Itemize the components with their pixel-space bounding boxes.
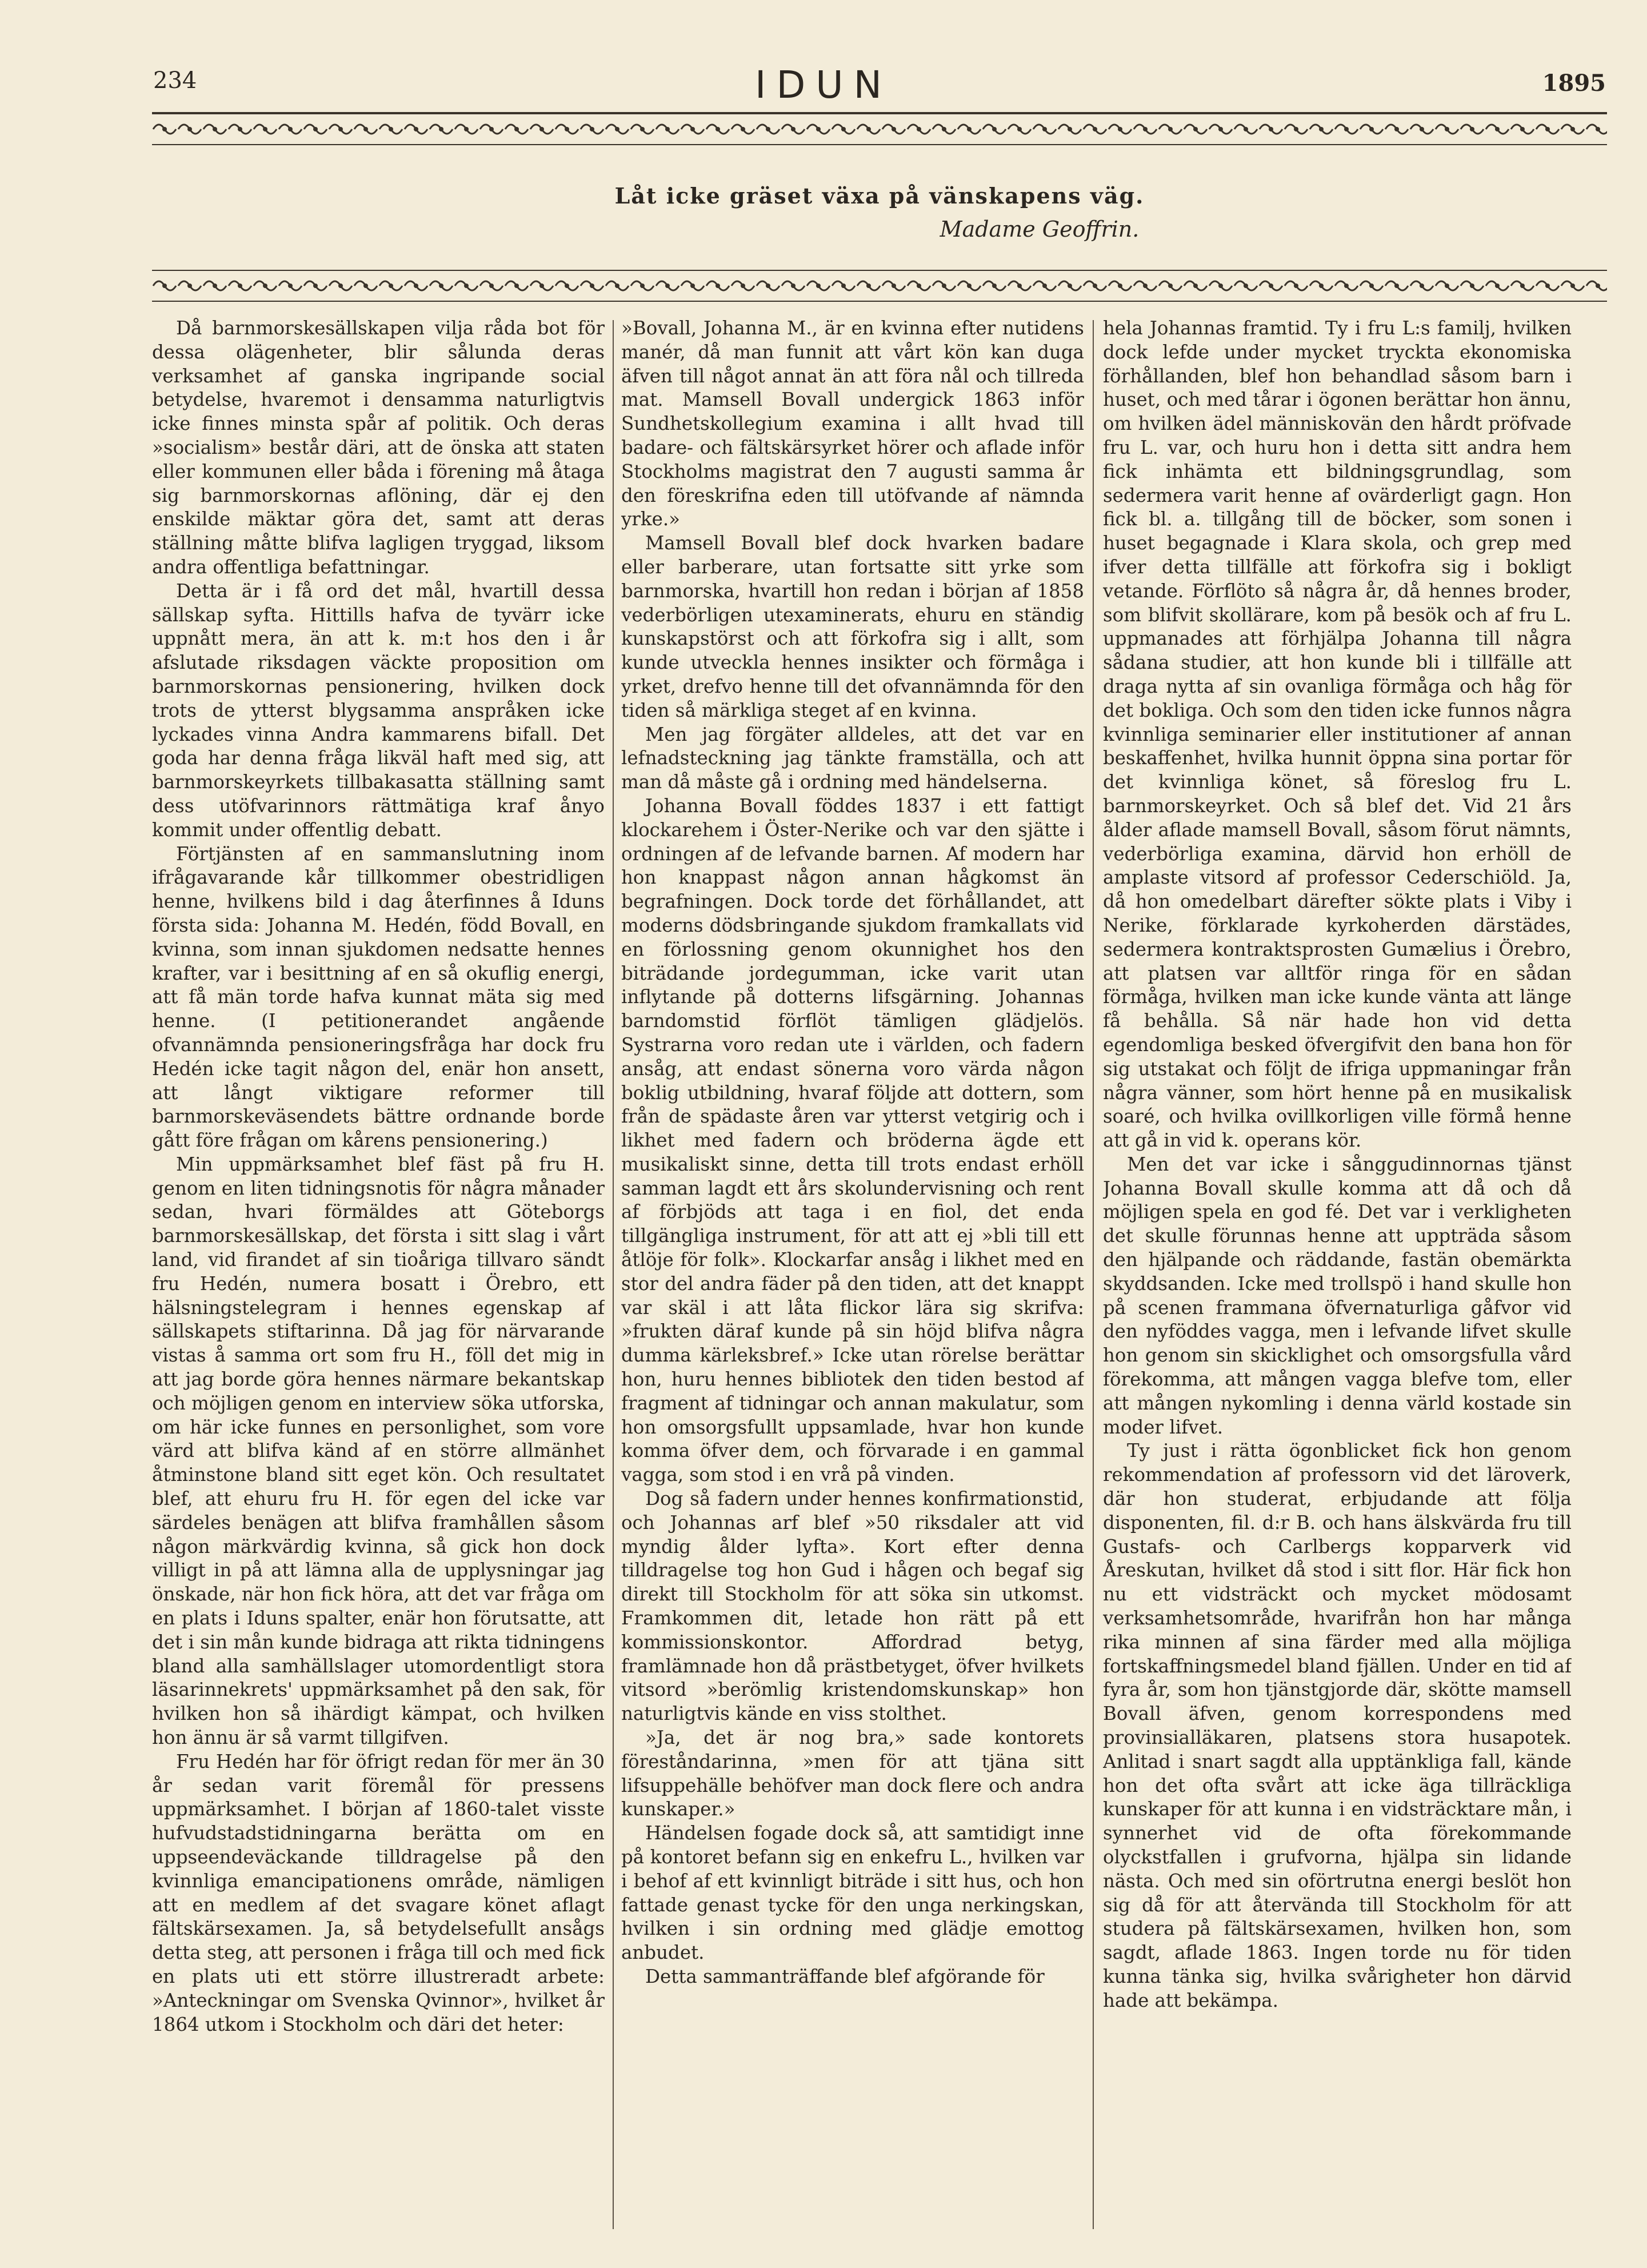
- ornament-rule-top-2: [152, 270, 1607, 271]
- motto-text: Låt icke gräset växa på vänskapens väg.: [614, 183, 1145, 209]
- paragraph: Förtjänsten af en sammanslutning inom ifrågavarande kår tillkommer obestridligen henne, hvilkens bild i dag återfinnes å Iduns första sida: Johanna M. Hedén, född Bovall, en kvinna, som innan sjukdomen nedsatte hennes krafter, var i besittning af en så okuflig energi, att få män torde hafva kunnat mäta sig med henne. (I petitionerandet angående ofvannämnda pensioneringsfråga har dock fru Hedén icke tagit någon del, enär hon ansett, att långt viktigare reformer till barnmorskeväsendets bättre ordnande borde gått före frågan om kårens pensionering.): [152, 842, 605, 1152]
- publication-year: 1895: [1542, 70, 1606, 97]
- paragraph: Dog så fadern under hennes konfirmationstid, och Johannas arf blef »50 riksdaler att vid myndig ålder lyfta». Kort efter denna tilldragelse tog hon Gud i hågen och begaf sig direkt till Stockholm för att söka sin utkomst. Framkommen dit, letade hon rätt på ett kommissionskontor. Affordrad betyg, framlämnade hon då prästbetyget, öfver hvilkets vitsord »berömlig kristendomskunskap» hon naturligtvis kände en viss stolthet.: [621, 1488, 1084, 1725]
- ornament-rule-bottom-2: [152, 301, 1607, 302]
- paragraph: Detta är i få ord det mål, hvartill dessa sällskap syfta. Hittills hafva de tyvärr icke uppnått mera, än att k. m:t hos den i år afslutade riksdagen väckte proposition om barnmorskornas pensionering, hvilken dock trots de ytterst blygsamma anspråken icke lyckades vinna Andra kammarens bifall. Det goda har denna fråga likväl haft med sig, att barnmorskeyrkets tillbakasatta ställning samt dess utöfvarinnors rättmätiga kraf ånyo kommit under offentlig debatt.: [152, 580, 605, 841]
- paragraph: Ty just i rätta ögonblicket fick hon genom rekommendation af professorn vid det läroverk, där hon studerat, erbjudande att följa disponenten, fil. d:r B. och hans älskvärda fru till Gustafs- och Carlbergs kopparverk vid Åreskutan, hvilket då stod i sitt flor. Här fick hon nu ett vidsträckt och mycket mödosamt verksamhetsområde, hvarifrån hon har många rika minnen af sina färder med alla möjliga fortskaffningsmedel bland fjällen. Under en tid af fyra år, som hon tjänstgjorde där, skötte mamsell Bovall äfven, genom korrespondens med provinsialläkaren, platsens stora husapotek. Anlitad i snart sagdt alla upptänkliga fall, kände hon det ofta svårt att icke äga tillräckliga kunskaper för att kunna i en vidsträcktare mån, i synnerhet vid de ofta förekommande olyckstfallen i grufvorna, hjälpa sin lidande nästa. Och med sin oförtrutna energi beslöt hon sig då för att återvända till Stockholm för att studera på fältskärsexamen, hvilken hon, som sagdt, aflade 1863. Ingen torde nu för tiden kunna tänka sig, hvilka svårigheter hon därvid hade att bekämpa.: [1103, 1440, 1572, 2011]
- header-rule: [152, 112, 1607, 114]
- article-column-2: [621, 317, 1084, 2231]
- paragraph: Men jag förgäter alldeles, att det var en lefnadsteckning jag tänkte framställa, och att man då måste gå i ordning med händelserna.: [621, 723, 1084, 793]
- article-column-3: [1103, 317, 1572, 2231]
- masthead-title: IDUN: [755, 63, 892, 107]
- paragraph: Då barnmorskesällskapen vilja råda bot för dessa olägenheter, blir sålunda deras verksamhet af ganska ingripande social betydelse, hvaremot i densamma naturligtvis icke finnes minsta spår af politik. Och deras »socialism» består däri, att de önska att staten eller kommunen eller båda i förening må åtaga sig barnmorskornas aflöning, där ej den enskilde mäktar göra det, samt att deras ställning måtte blifva lagligen tryggad, liksom andra offentliga befattningar.: [152, 317, 605, 578]
- paragraph: Johanna Bovall föddes 1837 i ett fattigt klockarehem i Öster-Nerike och var den sjätte i ordningen af de lefvande barnen. Af modern har hon knappast någon annan hågkomst än begrafningen. Dock torde det förhållandet, att moderns dödsbringande sjukdom framkallats vid en förlossning genom okunnighet hos den biträdande jordegumman, icke varit utan inflytande på dotterns lifsgärning. Johannas barndomstid förflöt tämligen glädjelös. Systrarna voro redan ute i världen, och fadern ansåg, att endast sönerna voro värda någon boklig utbildning, hvaraf följde att dottern, som från de spädaste åren var ytterst vetgirig och i likhet med fadern och bröderna ägde ett musikaliskt sinne, detta till trots endast erhöll samman lagdt ett års skolundervisning och rent af förbjöds att taga i en fiol, det enda tillgängliga instrument, för att att ej »bli till ett åtlöje för folk». Klockarfar ansåg i likhet med en stor del andra fäder på den tiden, att det knappt var skäl i att låta flickor lära sig skrifva: »frukten däraf kunde på sin höjd blifva några dumma kärleksbref.» Icke utan rörelse berättar hon, huru hennes bibliotek den tiden bestod af fragment af tidningar och annan makulatur, som hon omsorgsfullt uppsamlade, hvar hon kunde komma öfver dem, och förvarade i en gammal vagga, som stod i en vrå på vinden.: [621, 794, 1084, 1486]
- paragraph: Min uppmärksamhet blef fäst på fru H. genom en liten tidningsnotis för några månader sedan, hvari förmäldes att Göteborgs barnmorskesällskap, det första i sitt slag i vårt land, vid firandet af sin tioåriga tillvaro sändt fru Hedén, numera bosatt i Örebro, ett hälsningstelegram i hennes egenskap af sällskapets stiftarinna. Då jag för närvarande vistas å samma ort som fru H., föll det mig in att jag borde göra hennes närmare bekantskap och möjligen genom en interview söka utforska, om här icke funnes en personlighet, som vore värd att blifva känd af en större allmänhet åtminstone bland sitt eget kön. Och resultatet blef, att ehuru fru H. för egen del icke var särdeles benägen att blifva framhållen såsom någon märkvärdig kvinna, så gick hon dock villigt in på att lämna alla de upplysningar jag önskade, när hon fick höra, att det var fråga om en plats i Iduns spalter, enär hon förutsatte, att det i sin mån kunde bidraga att rikta tidningens bland alla samhällslager utomordentligt stora läsarinnekrets' uppmärksamhet på den sak, för hvilken hon så ihärdigt kämpat, och hvilken hon ännu är så varmt tillgifven.: [152, 1153, 605, 1749]
- paragraph: Fru Hedén har för öfrigt redan för mer än 30 år sedan varit föremål för pressens uppmärksamhet. I början af 1860-talet visste hufvudstadstidningarna berätta om en uppseendeväckande tilldragelse på den kvinnliga emancipationens område, nämligen att en medlem af det svagare könet aflagt fältskärsexamen. Ja, så betydelsefullt ansågs detta steg, att personen i fråga till och med fick en plats uti ett större illustreradt arbete: »Anteckningar om Svenska Qvinnor», hvilket år 1864 utkom i Stockholm och däri det heter:: [152, 1750, 605, 2035]
- page-number: 234: [153, 67, 197, 94]
- motto-author: Madame Geoffrin.: [940, 217, 1140, 242]
- column-divider-1: [613, 320, 614, 2229]
- article-column-1: [152, 317, 605, 2231]
- paragraph: Men det var icke i sånggudinnornas tjänst Johanna Bovall skulle komma att då och då möjligen spela en god fé. Det var i verkligheten det skulle förunnas henne att uppträda såsom den hjälpande och räddande, fastän obemärkta skyddsanden. Icke med trollspö i hand skulle hon på scenen frammana öfvernaturliga gåfvor vid den nyföddes vagga, men i lefvande lifvet skulle hon genom sin skicklighet och omsorgsfulla vård förekomma, att mången vagga blefve tom, eller att mången nykomling i denna värld kostade sin moder lifvet.: [1103, 1153, 1572, 1438]
- paragraph: »Bovall, Johanna M., är en kvinna efter nutidens manér, då man funnit att vårt kön kan duga äfven till något annat än att föra nål och tillreda mat. Mamsell Bovall undergick 1863 inför Sundhetskollegium examina i allt hvad till badare- och fältskärsyrket hörer och aflade inför Stockholms magistrat den 7 augusti samma år den föreskrifna eden till utöfvande af nämnda yrke.»: [621, 317, 1084, 530]
- paragraph: hela Johannas framtid. Ty i fru L:s familj, hvilken dock lefde under mycket tryckta ekonomiska förhållanden, blef hon behandlad såsom barn i huset, och med tårar i ögonen berättar hon ännu, om hvilken ädel människovän den hårdt pröfvade fru L. var, och huru hon i detta sitt andra hem fick inhämta ett bildningsgrundlag, som sedermera varit henne af ovärderligt gagn. Hon fick bl. a. tillgång till de böcker, som sonen i huset begagnade i Klara skola, och grep med ifver detta tillfälle att förkofra sig i bokligt vetande. Förflöto så några år, då hennes broder, som blifvit skollärare, kom på besök och af fru L. uppmanades att förhjälpa Johanna till några sådana studier, att hon kunde bli i tillfälle att draga nytta af sin ovanliga förmåga och håg för det bokliga. Och som den tiden icke funnos några kvinnliga seminarier eller institutioner af annan beskaffenhet, hvilka hunnit öppna sina portar för det kvinnliga könet, så föreslog fru L. barnmorskeyrket. Och så blef det. Vid 21 års ålder aflade mamsell Bovall, såsom förut nämnts, vederbörliga examina, därvid hon erhöll de amplaste vitsord af professor Cederschiöld. Ja, då hon omedelbart därefter sökte plats i Viby i Nerike, förklarade kyrkoherden därstädes, sedermera kontraktsprosten Gumælius i Örebro, att platsen var alltför ringa för en sådan förmåga, hvilken man icke kunde vänta att länge få behålla. Så när hade hon vid detta egendomliga besked öfvergifvit den bana hon för sig utstakat och följt de ifriga uppmaningar från några vänner, som hört henne på en musikalisk soaré, och hvilka ovillkorligen ville förmå henne att gå in vid k. operans kör.: [1103, 317, 1572, 1152]
- paragraph: Detta sammanträffande blef afgörande för: [645, 1965, 1045, 1987]
- ornamental-border-top: [152, 118, 1607, 141]
- ornament-rule-bottom: [152, 144, 1607, 145]
- paragraph: »Ja, det är nog bra,» sade kontorets föreståndarinna, »men för att tjäna sitt lifsuppehälle behöfver man dock flere och andra kunskaper.»: [621, 1727, 1084, 1820]
- paragraph: Mamsell Bovall blef dock hvarken badare eller barberare, utan fortsatte sitt yrke som barnmorska, hvartill hon redan i början af 1858 vederbörligen utexaminerats, ehuru en ständig kunskapstörst och att förkofra sig i allt, som kunde utveckla hennes insikter och förmåga i yrket, drefvo henne till det ofvannämnda för den tiden så märkliga steget af en kvinna.: [621, 532, 1084, 721]
- ornamental-border-middle: [152, 274, 1607, 297]
- motto-block: [152, 183, 1607, 242]
- column-divider-2: [1093, 320, 1094, 2229]
- paragraph: Händelsen fogade dock så, att samtidigt inne på kontoret befann sig en enkefru L., hvilken var i behof af ett kvinnligt biträde i sitt hus, och hon fattade genast tycke för den unga nerkingskan, hvilken i sin ordning med glädje emottog anbudet.: [621, 1822, 1084, 1964]
